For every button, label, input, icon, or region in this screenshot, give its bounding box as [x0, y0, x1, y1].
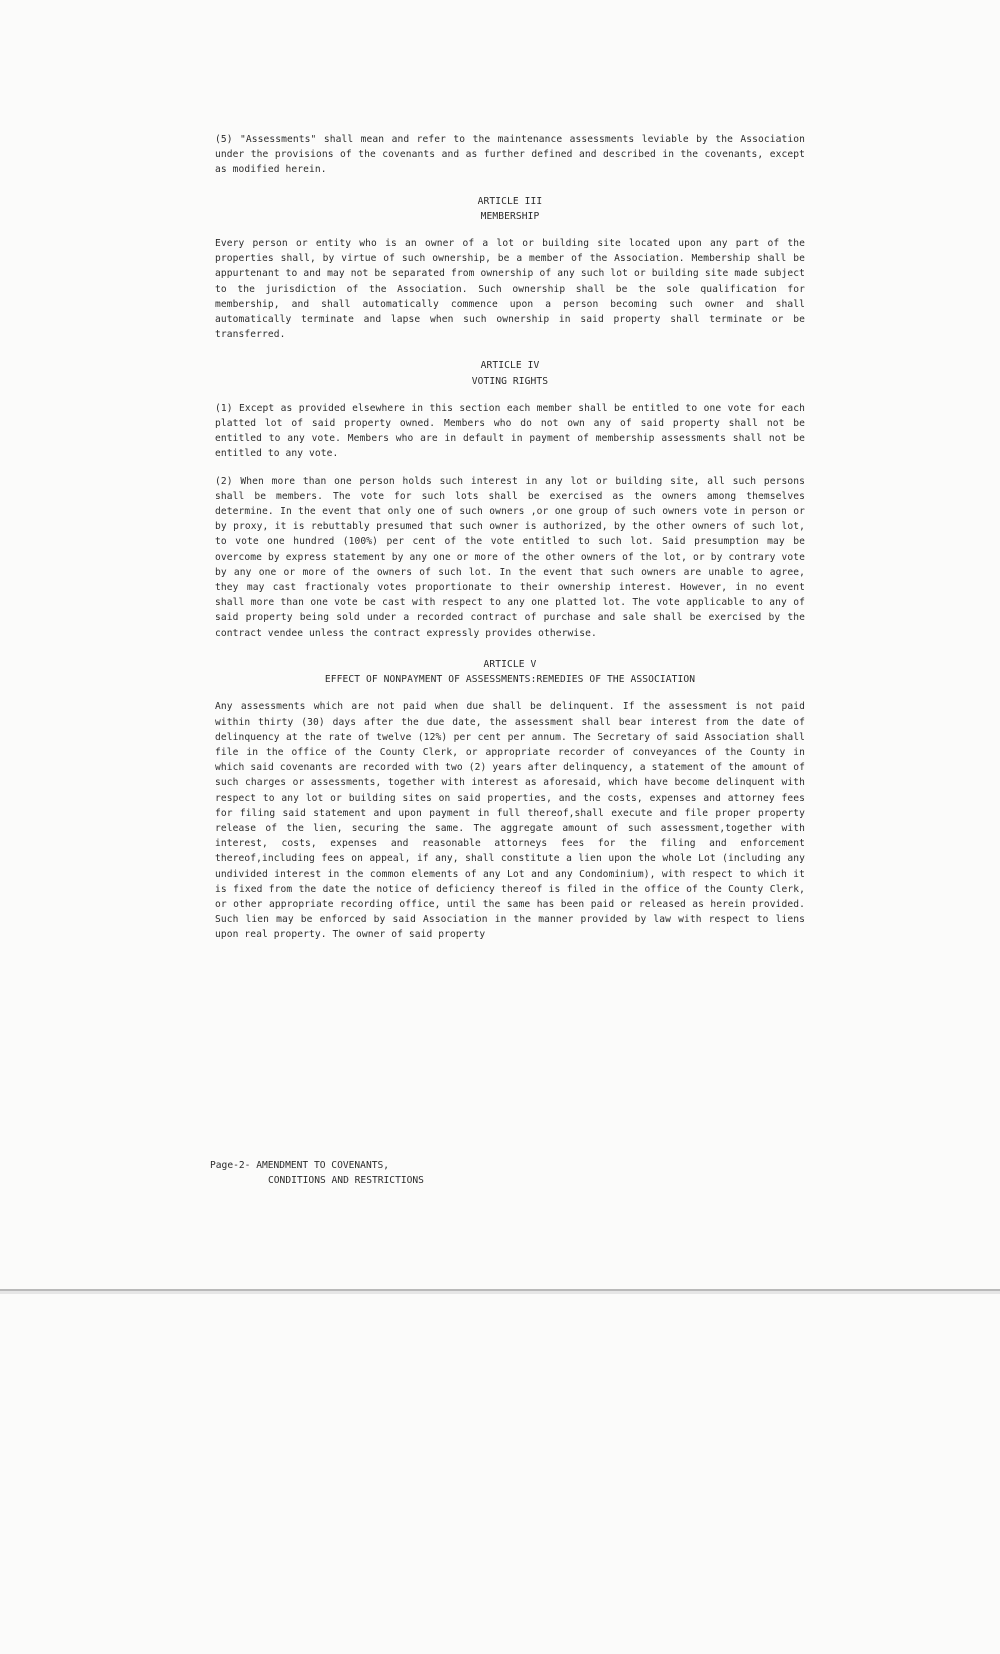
spacer — [215, 462, 805, 474]
article-4-paragraph-2: (2) When more than one person holds such interest in any lot or building site, all such persons shall be members. The vote for such lots shall be exercised as the owners among themselves determine. In the event that only one of such owners ,or one group of such owners vote in person or by proxy, it is rebuttably presumed that such owner is authorized, by the other owners of such lot, to vote one hundred (100%) per cent of the vote entitled to such lot. Said presumption may be overcome by express statement by any one or more of the other owners of the lot, or by contrary vote by any one or more of the owners of such lot. In the event that such owners are unable to agree, they may cast fractionaly votes proportionate to their ownership interest. However, in no event shall more than one vote be cast with respect to any one platted lot. The vote applicable to any of said property being sold under a recorded contract of purchase and sale shall be exercised by the contract vendee unless the contract expressly provides otherwise. — [215, 475, 805, 639]
spacer — [215, 224, 805, 236]
spacer — [215, 687, 805, 699]
article-5-title: ARTICLE V — [483, 658, 537, 670]
spacer — [215, 641, 805, 657]
spacer — [215, 342, 805, 358]
footer-line-2: CONDITIONS AND RESTRICTIONS — [268, 1175, 424, 1186]
document-body — [215, 132, 805, 943]
page-edge-shadow — [0, 1291, 1000, 1294]
page-footer-reference — [210, 1158, 424, 1188]
footer-line-1: Page-2- AMENDMENT TO COVENANTS, — [210, 1160, 390, 1171]
article-4-title: ARTICLE IV — [480, 360, 540, 372]
definition-5-paragraph: (5) "Assessments" shall mean and refer to the maintenance assessments leviable by the Association under the provisions of the covenants and as further defined and described in the covenants, except as modified herein. — [215, 134, 805, 176]
article-3-body: Every person or entity who is an owner of a lot or building site located upon any part of the properties shall, by virtue of such ownership, be a member of the Association. Membership shall be appurtenant to and may not be separated from ownership of any such lot or building site made subject to the jurisdiction of the Association. Such ownership shall be the sole qualification for membership, and shall automatically commence upon a person becoming such owner and shall automatically terminate and lapse when such ownership in said property shall terminate or be transferred. — [215, 238, 805, 341]
article-5-body: Any assessments which are not paid when due shall be delinquent. If the assessment is not paid within thirty (30) days after the due date, the assessment shall bear interest from the date of delinquency at the rate of twelve (12%) per cent per annum. The Secretary of said Association shall file in the office of the County Clerk, or appropriate recorder of conveyances of the County in which said covenants are recorded with two (2) years after delinquency, a statement of the amount of such charges or assessments, together with interest as aforesaid, which have become delinquent with respect to any lot or building sites on said properties, and the costs, expenses and attorney fees for filing said statement and upon payment in full thereof,shall execute and file proper property release of the lien, securing the same. The aggregate amount of such assessment,together with interest, costs, expenses and reasonable attorneys fees for the filing and enforcement thereof,including fees on appeal, if any, shall constitute a lien upon the whole Lot (including any undivided interest in the common elements of any Lot and any Condominium), with respect to which it is fixed from the date the notice of deficiency thereof is filed in the office of the County Clerk, or other appropriate recording office, until the same has been paid or released as herein provided. Such lien may be enforced by said Association in the manner provided by law with respect to liens upon real property. The owner of said property — [215, 701, 805, 941]
article-3-title: ARTICLE III — [477, 195, 543, 207]
spacer — [215, 178, 805, 194]
article-3-subtitle: MEMBERSHIP — [480, 210, 540, 222]
spacer — [215, 389, 805, 401]
article-5-subtitle: EFFECT OF NONPAYMENT OF ASSESSMENTS:REMEDIES OF THE ASSOCIATION — [324, 674, 696, 686]
article-4-paragraph-1: (1) Except as provided elsewhere in this section each member shall be entitled to one vote for each platted lot of said property owned. Members who do not own any of said property shall not be entitled to any vote. Members who are in default in payment of membership assessments shall not be entitled to any vote. — [215, 402, 805, 460]
article-4-subtitle: VOTING RIGHTS — [471, 375, 549, 387]
